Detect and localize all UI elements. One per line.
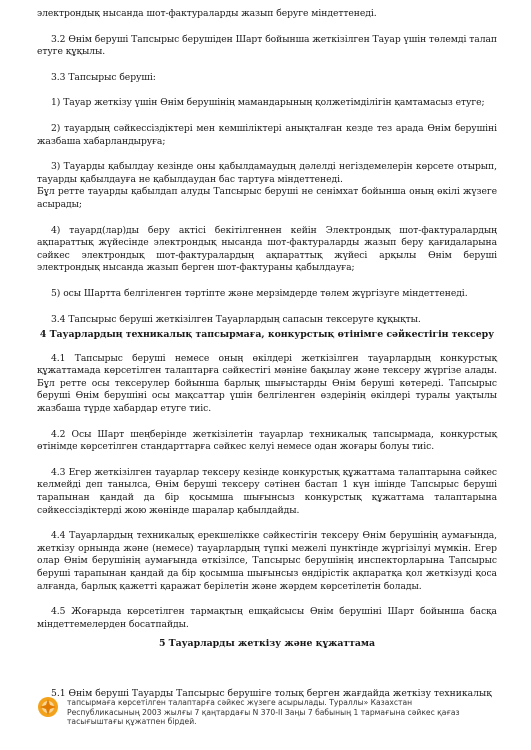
paragraph: 4.3 Егер жеткізілген тауарлар тексеру кезінде конкурстық құжаттама талаптарына сәйкес келмейді деп танылса, Өнім беруші тексеру сәтінен бастап 1 күн ішінде Тапсырыс беруші тарапынан қандай да бір қосымша шығынсыз конкурстық құжаттама талаптарына сәйкессіздіктерді жою жөнінде шаралар қабылдайды. bbox=[37, 466, 497, 516]
paragraph: Бұл ретте тауарды қабылдап алуды Тапсырыс беруші не сенімхат бойынша оның өкілі жүзеге асырады; bbox=[37, 186, 497, 210]
paragraph: 5) осы Шартта белгіленген тәртіпте және мерзімдерде төлем жүргізуге міндеттенеді. bbox=[51, 287, 468, 299]
footer-note: тапсырмаға көрсетілген талаптарға сәйкес жүзеге асырылады. Тураллы» Казахстан Республикасының 2003 жылғы 7 қаңтардағы N 370-II Заңы 7 бабының 1 тармағына сәйкес қағаз тасығыштағы құжатпен бірдей. bbox=[67, 698, 460, 727]
paragraph: 5.1 Өнім беруші Тауарды Тапсырыс берушіге толық берген жағдайда жеткізу техникалық bbox=[51, 688, 492, 699]
document-body bbox=[37, 8, 497, 669]
logo-icon bbox=[37, 696, 59, 718]
paragraph: 3.4 Тапсырыс беруші жеткізілген Тауарлардың сапасын тексеруге құқықты. bbox=[51, 313, 421, 325]
paragraph: 4.4 Тауарлардың техникалық ерекшелікке сәйкестігін тексеру Өнім берушінің аумағында, жеткізу орнында және (немесе) тауарлардың түпкі межелі пунктінде жүргізілуі мүмкін. Егер олар Өнім берушінің аумағында өткізілсе, Тапсырыс берушінің инспекторларына Тапсырыс беруші тарапынан қандай да бір қосымша шығынсыз өндірістік ақпаратқа қол жеткізуді қоса алғанда, барлық қажетті қаражат берілетін және жәрдем көрсетілетін болады. bbox=[37, 530, 497, 592]
paragraph: 4.5 Жоғарыда көрсетілген тармақтың ешқайсысы Өнім берушіні Шарт бойынша басқа міндеттемелерден босатпайды. bbox=[37, 606, 497, 630]
paragraph: 3.3 Тапсырыс беруші: bbox=[51, 71, 156, 83]
section-heading-4: 4 Тауарлардың техникалық тапсырмаға, конкурстық өтінімге сәйкестігін тексеру bbox=[39, 329, 495, 341]
page-footer bbox=[37, 688, 507, 727]
paragraph: 2) тауардың сәйкессіздіктері мен кемшіліктері анықталған кезде тез арада Өнім берушіні жазбаша хабарландыруға; bbox=[37, 122, 497, 147]
paragraph: электрондық нысанда шот-фактураларды жазып беруге міндеттенеді. bbox=[37, 8, 377, 19]
section-heading-5: 5 Тауарларды жеткізу және құжаттама bbox=[158, 638, 376, 650]
paragraph: 4.1 Тапсырыс беруші немесе оның өкілдері жеткізілген тауарлардың конкурстық құжаттамада көрсетілген талаптарға сәйкестігі мәніне бақылау және тексеру жүргізе алады. Бұл ретте осы тексерулер бойынша барлық шығыстарды Өнім беруші көтереді. Тапсырыс беруші Өнім берушіні осы мақсаттар үшін белгіленген өздерінің өкілдері туралы уақтылы жазбаша түрде хабардар етуге тиіс. bbox=[37, 352, 497, 415]
paragraph: 3.2 Өнім беруші Тапсырыс берушіден Шарт бойынша жеткізілген Тауар үшін төлемді талап етуге құқылы. bbox=[37, 33, 497, 58]
paragraph: 4) тауард(лар)ды беру актісі бекітілгеннен кейін Электрондық шот-фактуралардың ақпараттық жүйесінде электрондық нысанда шот-фактураларды жазып беру қағидаларына сәйкес электрондық шот-фактуралардың ақпараттық жүйесі арқылы Өнім беруші электрондық нысанда жазып берген шот-фактураны қабылдауға; bbox=[37, 224, 497, 274]
paragraph: 1) Тауар жеткізу үшін Өнім берушінің мамандарының қолжетімділігін қамтамасыз етуге; bbox=[51, 97, 485, 109]
paragraph: 3) Тауарды қабылдау кезінде оны қабылдамаудың дәлелді негіздемелерін көрсете отырып, тауарды қабылдауға не қабылдаудан бас тартуға міндеттенеді. bbox=[37, 161, 497, 185]
paragraph: 4.2 Осы Шарт шеңберінде жеткізілетін тауарлар техникалық тапсырмада, конкурстық өтінімде көрсетілген стандарттарға сәйкес келуі немесе одан жоғары болуы тиіс. bbox=[37, 428, 497, 453]
